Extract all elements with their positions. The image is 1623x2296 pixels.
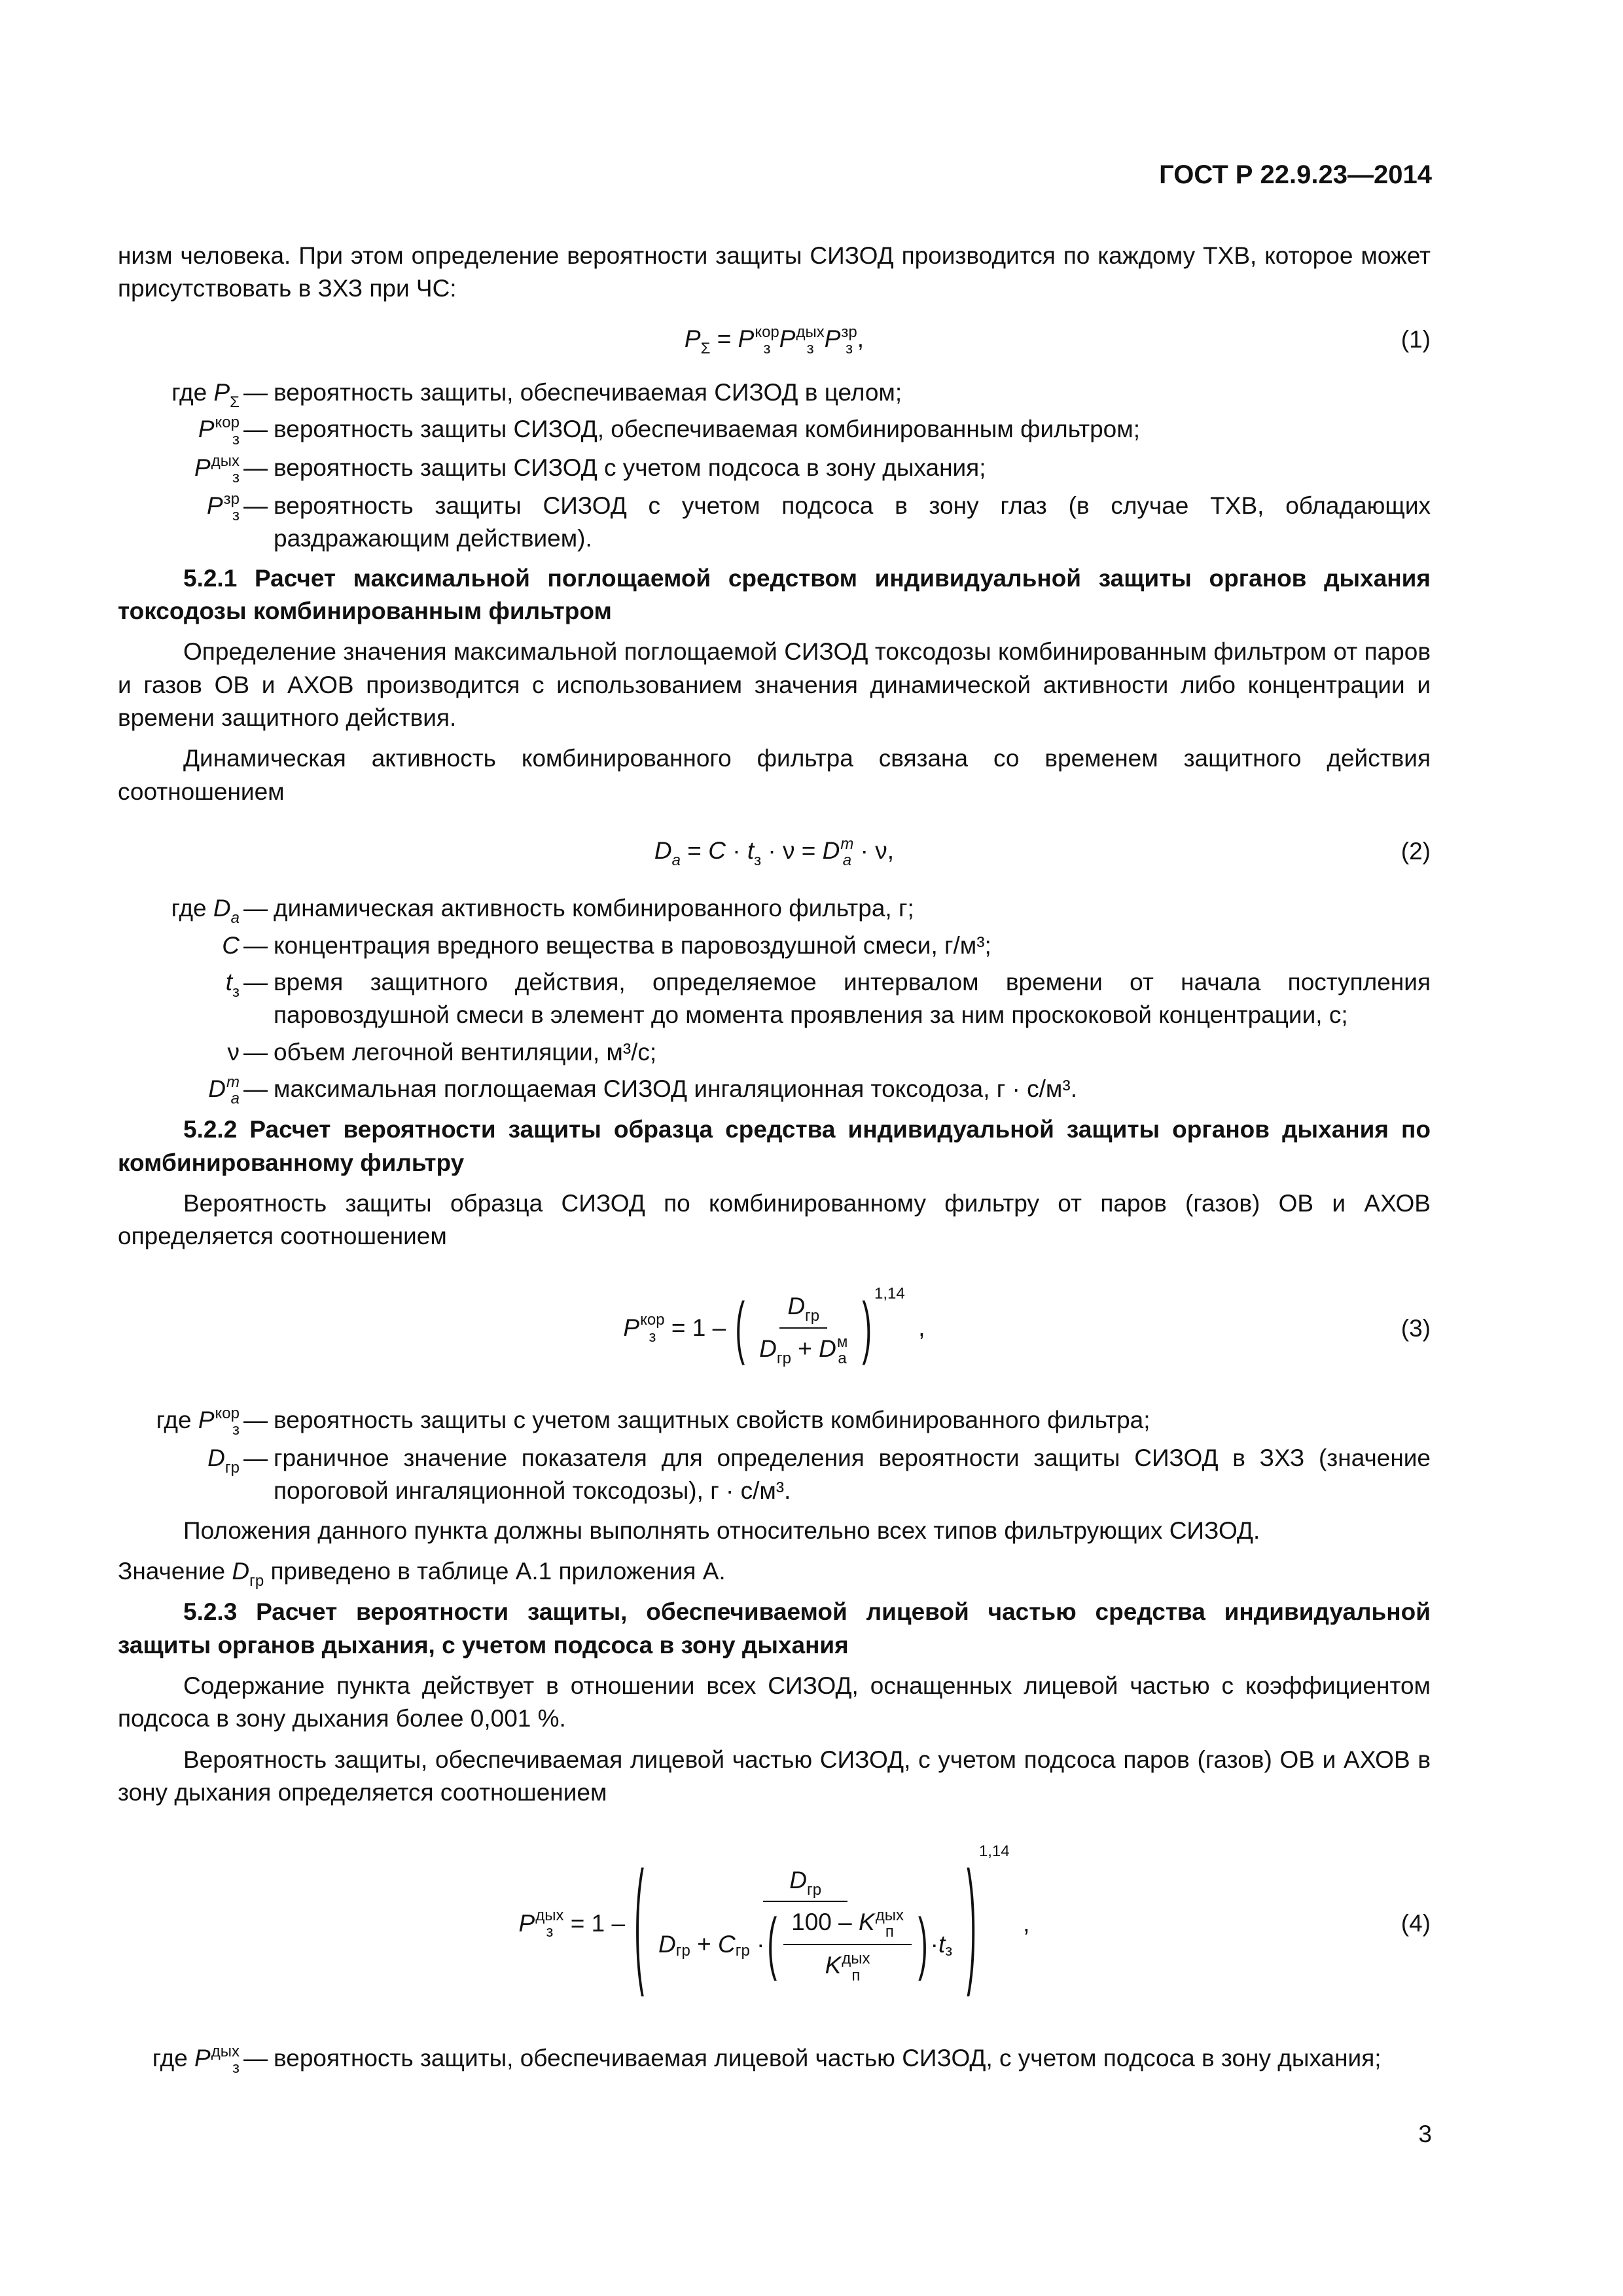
definition-item: D m a — максимальная поглощаемая СИЗОД ингаляционная токсодоза, г · с/м³. [208,1073,1077,1108]
formula-4-number: (4) [1400,1909,1431,1937]
definition-item: где $P_\Sigma$ — вероятность защиты, обеспечиваемая СИЗОД в целом; [171,379,902,412]
section-5-2-1-heading: 5.2.1 Расчет максимальной поглощаемой средством индивидуальной защиты органов дыхания токсодозы комбинированным фильтром [118,564,1431,625]
definition-item: $t_з$ — время защитного действия, определяемое интервалом времени от начала поступления паровоздушной смеси в элемент до момента проявления за ним проскоковой концентрации, с; [225,969,1431,1029]
paragraph: Вероятность защиты образца СИЗОД по комбинированному фильтру от паров (газов) ОВ и АХОВ определяется соотношением [118,1189,1431,1250]
page-content [118,240,1431,2083]
formula-2: $D_a = C \cdot t_з \cdot \nu = D$ m a · ν, (2) [654,835,1431,870]
definitions-3 [118,1404,1431,1508]
section-5-2-3-heading: 5.2.3 Расчет вероятности защиты, обеспечиваемой лицевой частью средства индивидуальной защиты органов дыхания, с учетом подсоса в зону дыхания [118,1598,1431,1659]
formula-1: $P_\Sigma = P$ кор з P дых з P зр з , (1) [684,323,1431,357]
definitions-2 [118,892,1431,1107]
definition-item: $D_{гр}$ — граничное значение показателя для определения вероятности защиты СИЗОД в ЗХЗ (значение пороговой ингаляционной токсодозы), г · с/м³. [207,1444,1431,1505]
paragraph: Определение значения максимальной поглощаемой СИЗОД токсодозы комбинированным фильтром от паров и газов ОВ и АХОВ производится с использованием значения динамической активности либо концентрации и времени защитного действия. [118,638,1431,732]
definition-item: C — концентрация вредного вещества в паровоздушной смеси, г/м³; [222,931,991,959]
formula-1-number: (1) [1400,325,1431,353]
section-5-2-2-heading: 5.2.2 Расчет вероятности защиты образца средства индивидуальной защиты органов дыхания по комбинированному фильтру [118,1116,1431,1176]
definition-item: ν — объем легочной вентиляции, м³/с; [227,1038,657,1066]
paragraph: Содержание пункта действует в отношении всех СИЗОД, оснащенных лицевой частью с коэффициентом подсоса в зону дыхания более 0,001 %. [118,1672,1431,1732]
definitions-1 [118,376,1431,556]
formula-4: P дых з = 1 – ( $D_{гр}$ D гр + C гр · ( 100 – K дых п K дых п ) · t з ) 1,14 , (4) [518,1842,1431,2000]
formula-3: P кор з = 1 – ( $D_{гр}$ $D_{гр} + D$ м а ) 1,14 , (3) [623,1285,1431,1367]
paragraph: Вероятность защиты, обеспечиваемая лицевой частью СИЗОД, с учетом подсоса паров (газов) ОВ и АХОВ в зону дыхания определяется соотношением [118,1746,1431,1806]
page-number: 3 [1418,2121,1432,2147]
definitions-4 [118,2042,1431,2076]
formula-2-number: (2) [1400,838,1431,865]
definition-item: где $D_a$ — динамическая активность комбинированного фильтра, г; [171,895,914,927]
paragraph: Динамическая активность комбинированного фильтра связана со временем защитного действия соотношением [118,745,1431,805]
definition-item: P зр з — вероятность защиты СИЗОД с учетом подсоса в зону глаз (в случае ТХВ, обладающих раздражающим действием). [206,490,1431,552]
definition-item: P кор з — вероятность защиты СИЗОД, обеспечиваемая комбинированным фильтром; [198,414,1140,448]
definition-item: P дых з — вероятность защиты СИЗОД с учетом подсоса в зону дыхания; [194,452,986,486]
definition-item: где P кор з — вероятность защиты с учетом защитных свойств комбинированного фильтра; [156,1404,1150,1439]
standard-header: ГОСТ Р 22.9.23—2014 [1159,160,1432,189]
formula-3-number: (3) [1400,1314,1431,1342]
definition-item: где P дых з — вероятность защиты, обеспечиваемая лицевой частью СИЗОД, с учетом подсоса в зону дыхания; [152,2043,1382,2077]
paragraph: Положения данного пункта должны выполнять относительно всех типов фильтрующих СИЗОД. [183,1516,1260,1544]
paragraph: Значение $D_{гр}$ приведено в таблице А.1 приложения А. [118,1557,726,1590]
intro-paragraph: низм человека. При этом определение вероятности защиты СИЗОД производится по каждому ТХВ, которое может присутствовать в ЗХЗ при ЧС: [118,242,1431,302]
